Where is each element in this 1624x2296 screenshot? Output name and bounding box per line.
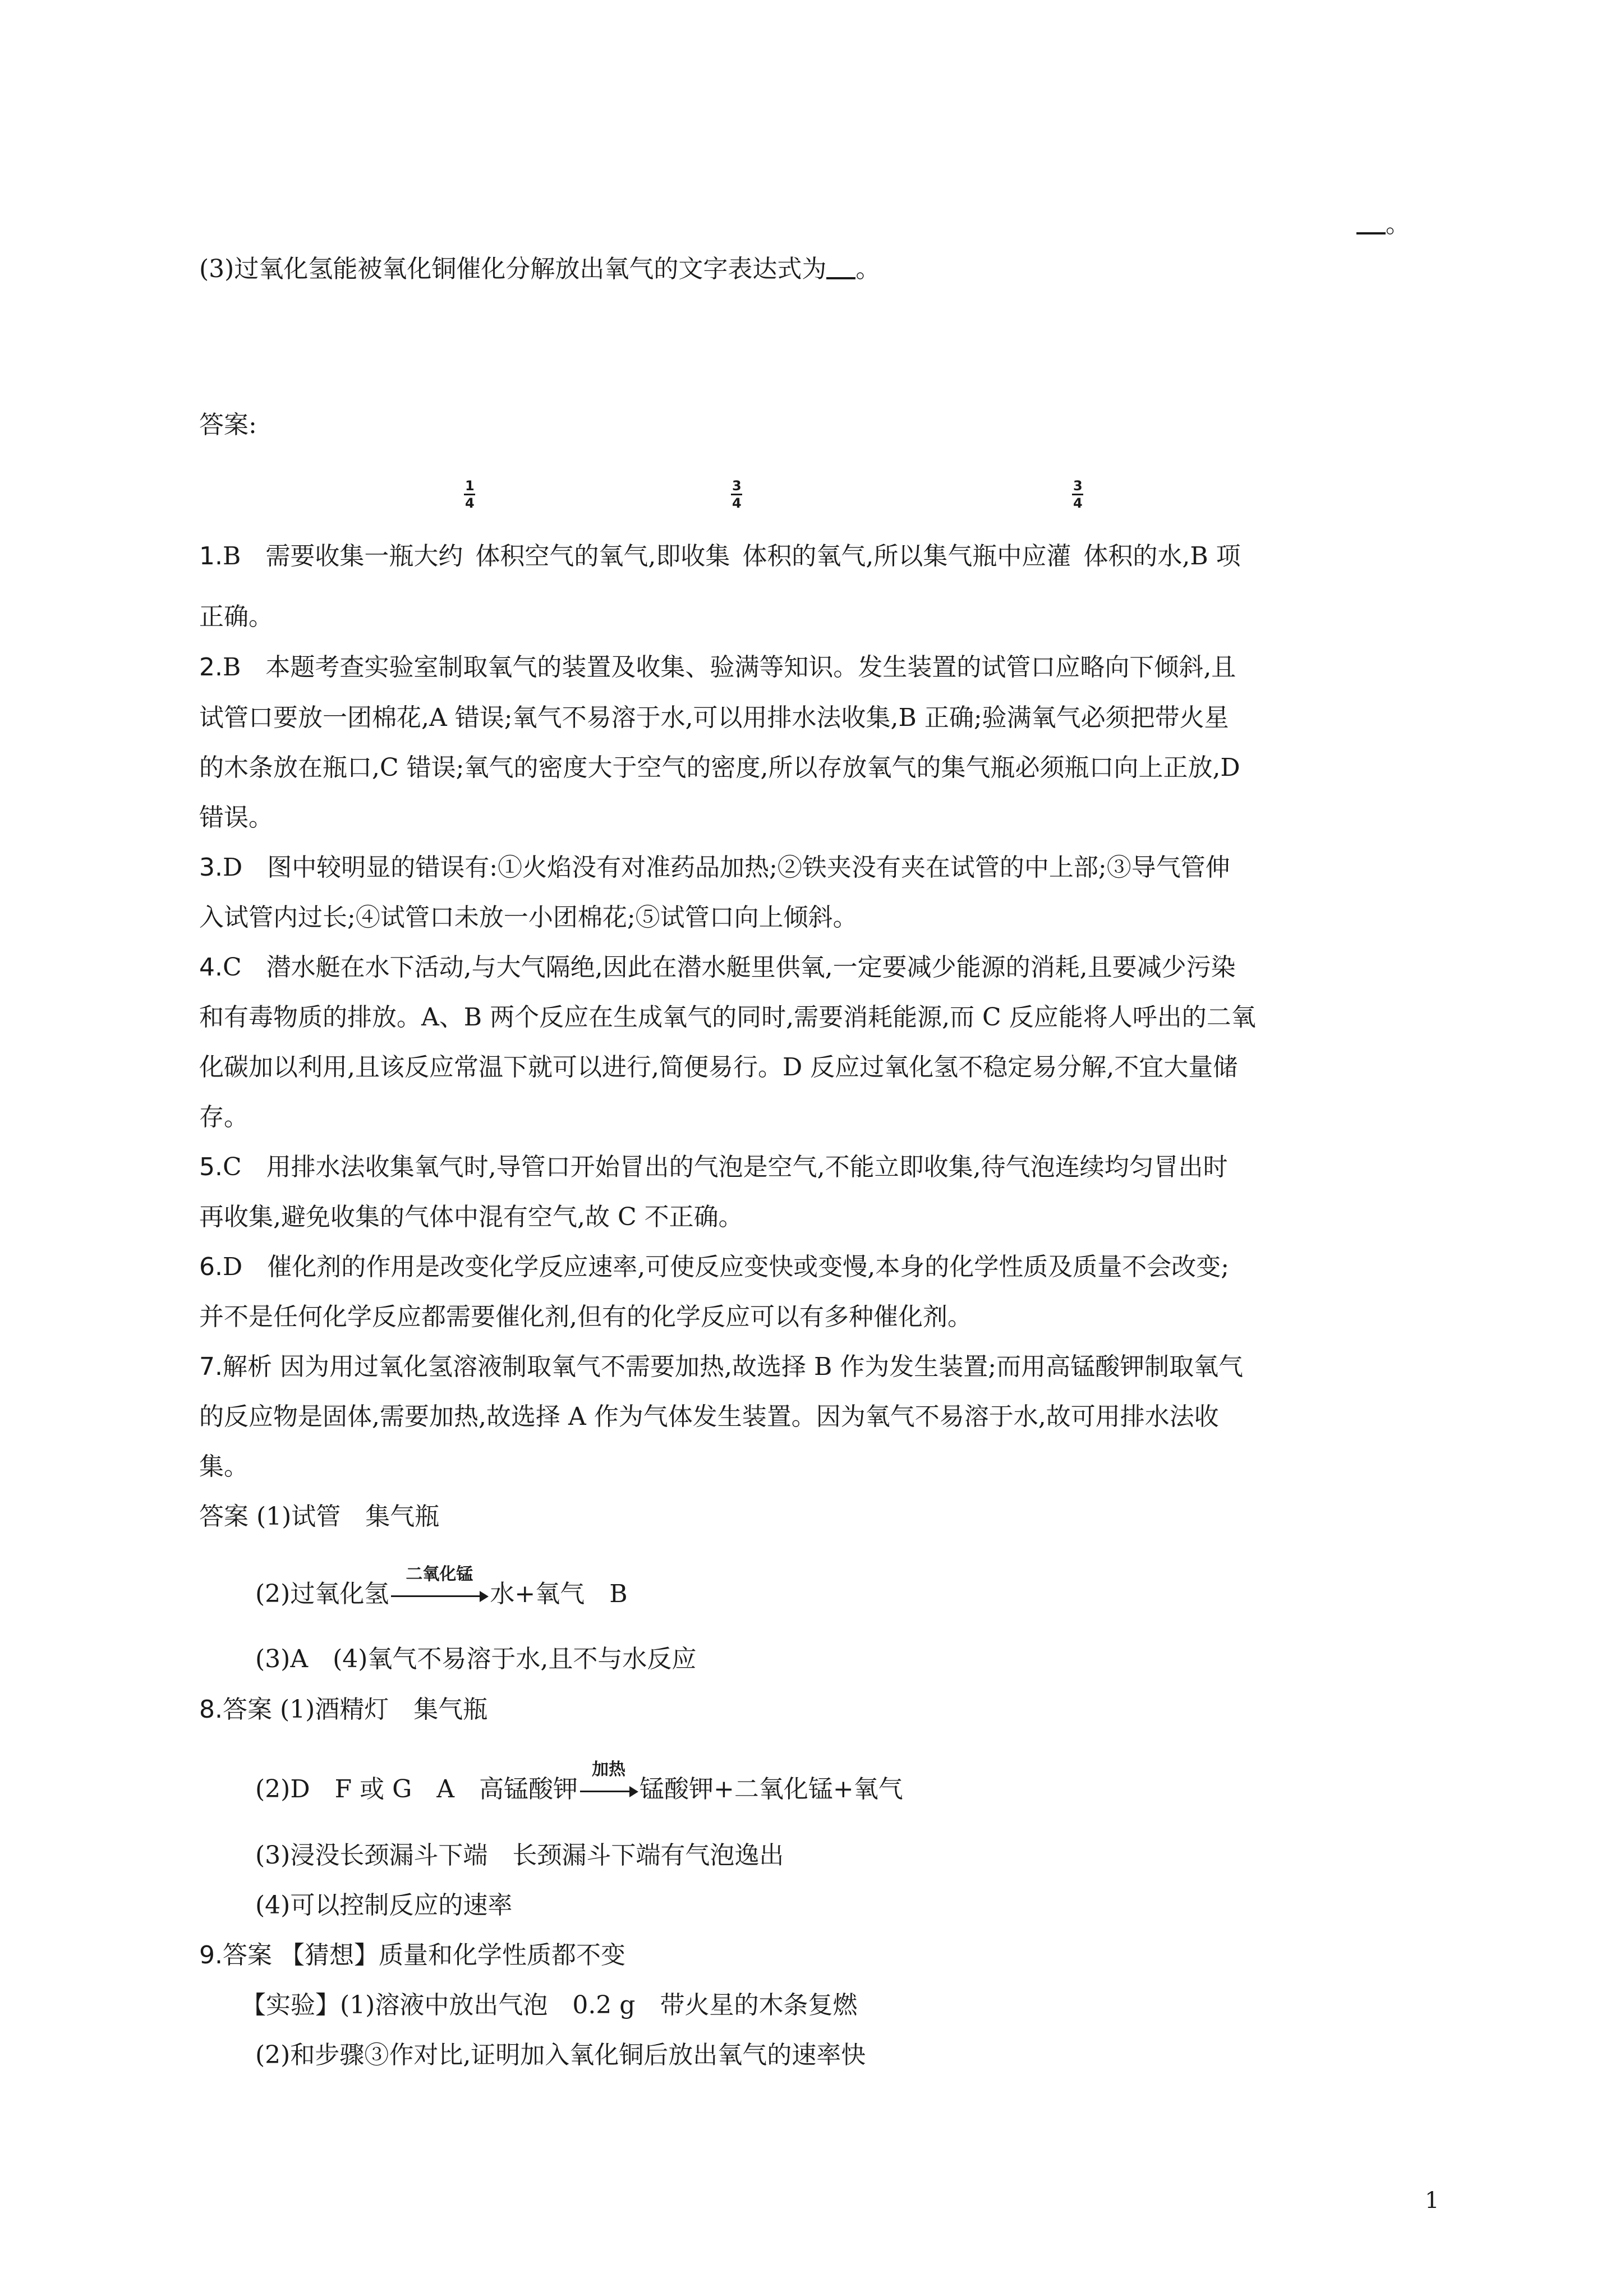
answer-4-line-4: 存。 xyxy=(199,1103,249,1131)
answer-2-line-2: 试管口要放一团棉花,A 错误;氧气不易溶于水,可以用排水法收集,B 正确;验满氧气必须把带火星 xyxy=(199,703,1229,732)
answer-4-line-3: 化碳加以利用,且该反应常温下就可以进行,简便易行。D 反应过氧化氢不稳定易分解,不宜大量储 xyxy=(199,1053,1238,1082)
answer-1-line-2: 正确。 xyxy=(199,602,273,631)
answer-6: 6.D 催化剂的作用是改变化学反应速率,可使反应变快或变慢,本身的化学性质及质量不会改变; xyxy=(199,1253,1230,1281)
answer-5: 5.C 用排水法收集氧气时,导管口开始冒出的气泡是空气,不能立即收集,待气泡连续均匀冒出时 xyxy=(199,1153,1228,1181)
answer-7: 7.解析 因为用过氧化氢溶液制取氧气不需要加热,故选择 B 作为发生装置;而用高锰酸钾制取氧气 xyxy=(199,1352,1244,1381)
reaction-arrow: 二氧化锰 xyxy=(389,1577,490,1611)
answer-2: 2.B 本题考查实验室制取氧气的装置及收集、验满等知识。发生装置的试管口应略向下倾斜,且 xyxy=(199,653,1236,682)
answer-7-answer: 答案 (1)试管 集气瓶 xyxy=(199,1502,440,1531)
fraction-one-quarter: 1 4 xyxy=(464,478,475,511)
question-3: (3)过氧化氢能被氧化铜催化分解放出氧气的文字表达式为 。 xyxy=(199,255,881,283)
answer-7-line-3: 集。 xyxy=(199,1452,249,1481)
answer-blank xyxy=(826,257,855,279)
answer-3-line-2: 入试管内过长;④试管口未放一小团棉花;⑤试管口向上倾斜。 xyxy=(199,903,858,932)
answer-2-line-4: 错误。 xyxy=(199,803,273,832)
answer-2-line-3: 的木条放在瓶口,C 错误;氧气的密度大于空气的密度,所以存放氧气的集气瓶必须瓶口向上正放,D xyxy=(199,753,1240,782)
answer-9-line-2: 【实验】(1)溶液中放出气泡 0.2 g 带火星的木条复燃 xyxy=(241,1991,858,2019)
answer-5-line-2: 再收集,避免收集的气体中混有空气,故 C 不正确。 xyxy=(199,1203,743,1231)
answer-8-line-4: (4)可以控制反应的速率 xyxy=(255,1891,513,1920)
answer-8-line-3: (3)浸没长颈漏斗下端 长颈漏斗下端有气泡逸出 xyxy=(255,1841,784,1870)
answer-7-line-2: 的反应物是固体,需要加热,故选择 A 作为气体发生装置。因为氧气不易溶于水,故可用排水法收 xyxy=(199,1402,1219,1431)
answer-3: 3.D 图中较明显的错误有:①火焰没有对准药品加热;②铁夹没有夹在试管的中上部;③导气管伸 xyxy=(199,853,1230,882)
answer-7-line-6: (3)A (4)氧气不易溶于水,且不与水反应 xyxy=(255,1645,697,1673)
answer-4: 4.C 潜水艇在水下活动,与大气隔绝,因此在潜水艇里供氧,一定要减少能源的消耗,且要减少污染 xyxy=(199,953,1236,982)
answer-8: 8.答案 (1)酒精灯 集气瓶 xyxy=(199,1695,488,1724)
top-fragment: 。 xyxy=(1356,208,1469,241)
answer-9-line-3: (2)和步骤③作对比,证明加入氧化铜后放出氧气的速率快 xyxy=(255,2041,866,2069)
answer-9: 9.答案 【猜想】质量和化学性质都不变 xyxy=(199,1941,625,1970)
fraction-three-quarters: 3 4 xyxy=(732,478,742,511)
answer-heading: 答案: xyxy=(199,411,257,439)
answer-7-equation: (2)过氧化氢 二氧化锰 水+氧气 B xyxy=(255,1577,1495,1611)
answer-4-line-2: 和有毒物质的排放。A、B 两个反应在生成氧气的同时,需要消耗能源,而 C 反应能将人呼出的二氧 xyxy=(199,1003,1256,1032)
reaction-arrow: 加热 xyxy=(578,1773,640,1806)
page-number: 1 xyxy=(1425,2188,1439,2214)
answer-blank xyxy=(1356,212,1386,234)
answer-6-line-2: 并不是任何化学反应都需要催化剂,但有的化学反应可以有多种催化剂。 xyxy=(199,1303,972,1331)
answer-8-equation: (2)D F 或 G A 高锰酸钾 加热 锰酸钾+二氧化锰+氧气 xyxy=(255,1773,1495,1806)
answer-1: 1.B 需要收集一瓶大约 1 4 体积空气的氧气,即收集 3 4 体积的氧气,所以集气瓶中应灌 3 4 体积的水,B 项 xyxy=(199,540,1439,573)
fraction-three-quarters: 3 4 xyxy=(1073,478,1083,511)
